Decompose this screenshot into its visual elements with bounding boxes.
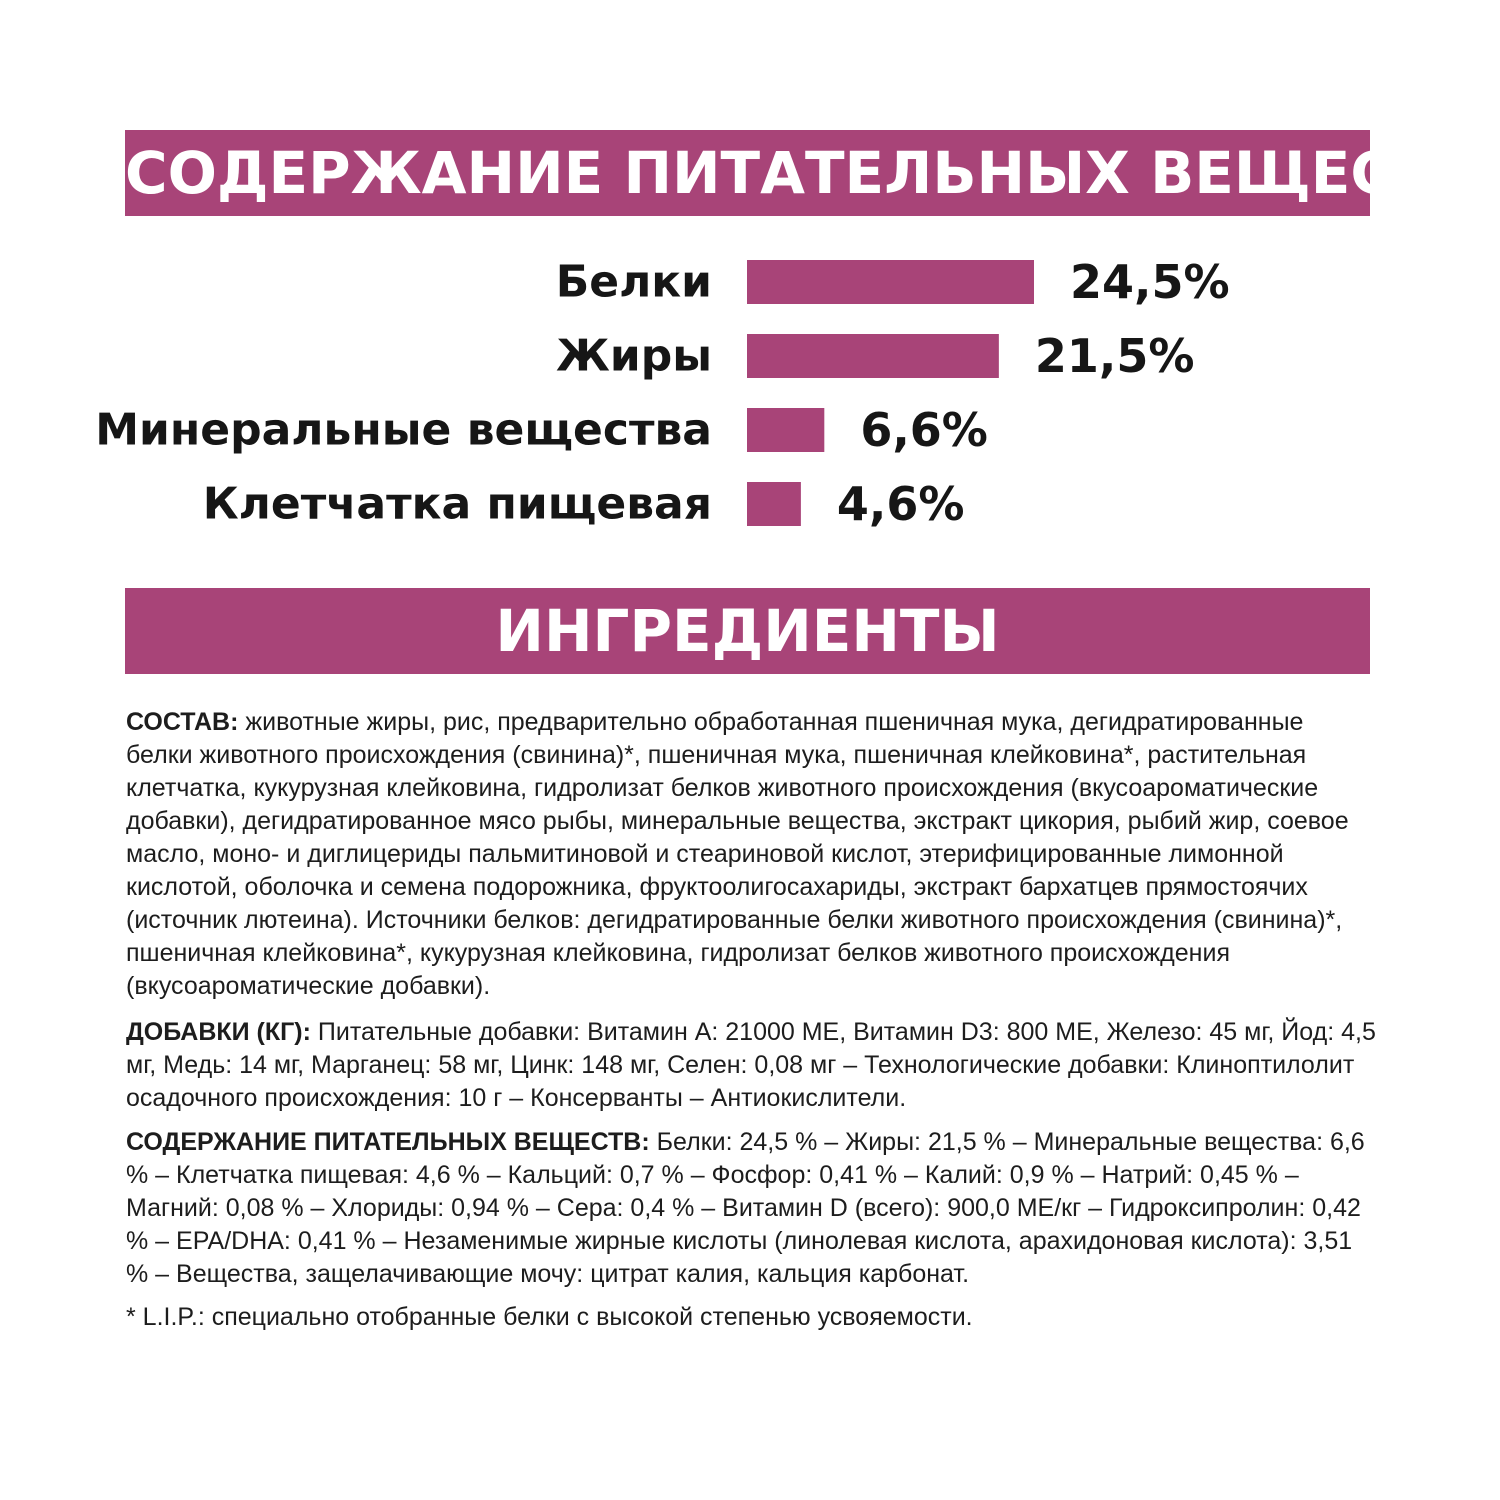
value-label: 21,5% [1034,329,1195,383]
value-label: 24,5% [1070,255,1230,309]
nutrient-bar-chart [0,240,1500,560]
additives-label: ДОБАВКИ (КГ): [126,1018,311,1046]
composition-label: СОСТАВ: [126,708,239,736]
nutrients-label: СОДЕРЖАНИЕ ПИТАТЕЛЬНЫХ ВЕЩЕСТВ: [126,1128,650,1156]
bar-клетчатка-пищевая [747,482,801,526]
nutrients-banner: СОДЕРЖАНИЕ ПИТАТЕЛЬНЫХ ВЕЩЕСТВ [125,130,1370,216]
additives-paragraph [126,1016,1376,1115]
nutrients-text: Белки: 24,5 % – Жиры: 21,5 % – Минеральные вещества: 6,6 % – Клетчатка пищевая: 4,6 % – Кальций: 0,7 % – Фосфор: 0,41 % – Калий: 0,9 % – Натрий: 0,45 % – Магний: 0,08 % – Хлориды: 0,94 % – Сера: 0,4 % – Витамин D (всего): 900,0 МЕ/кг – Гидроксипролин: 0,42 % – EPA/DHA: 0,41 % – Незаменимые жирные кислоты (линолевая кислота, арахидоновая кислота): 3,51 % – Вещества, защелачивающие мочу: цитрат калия, кальция карбонат. [126,1128,1365,1288]
category-label: Жиры [556,330,712,382]
ingredients-banner: ИНГРЕДИЕНТЫ [125,588,1370,674]
value-label: 6,6% [860,403,988,457]
nutrients-paragraph [126,1126,1376,1291]
additives-text: Питательные добавки: Витамин А: 21000 МЕ, Витамин D3: 800 МЕ, Железо: 45 мг, Йод: 4,5 мг, Медь: 14 мг, Марганец: 58 мг, Цинк: 148 мг, Селен: 0,08 мг – Технологические добавки: Клиноптилолит осадочного происхождения: 10 г – Консерванты – Антиокислители. [126,1018,1376,1112]
footnote: * L.I.P.: специально отобранные белки с высокой степенью усвояемости. [126,1303,973,1331]
bar-белки [747,260,1034,304]
value-label: 4,6% [836,477,965,531]
category-label: Белки [555,256,712,308]
composition-text: животные жиры, рис, предварительно обработанная пшеничная мука, дегидратированные белки животного происхождения (свинина)*, пшеничная мука, пшеничная клейковина*, растительная клетчатка, кукурузная клейковина, гидролизат белков животного происхождения (вкусоароматические добавки), дегидратированное мясо рыбы, минеральные вещества, экстракт цикория, рыбий жир, соевое масло, моно- и диглицериды пальмитиновой и стеариновой кислот, этерифицированные лимонной кислотой, оболочка и семена подорожника, фруктоолигосахариды, экстракт бархатцев прямостоячих (источник лютеина). Источники белков: дегидратированные белки животного происхождения (свинина)*, пшеничная клейковина*, кукурузная клейковина, гидролизат белков животного происхождения (вкусоароматические добавки). [126,708,1349,1000]
bar-жиры [747,334,999,378]
composition-paragraph [126,706,1376,1003]
category-label: Минеральные вещества [95,404,712,456]
category-label: Клетчатка пищевая [202,478,712,530]
bar-минеральные-вещества [747,408,824,452]
